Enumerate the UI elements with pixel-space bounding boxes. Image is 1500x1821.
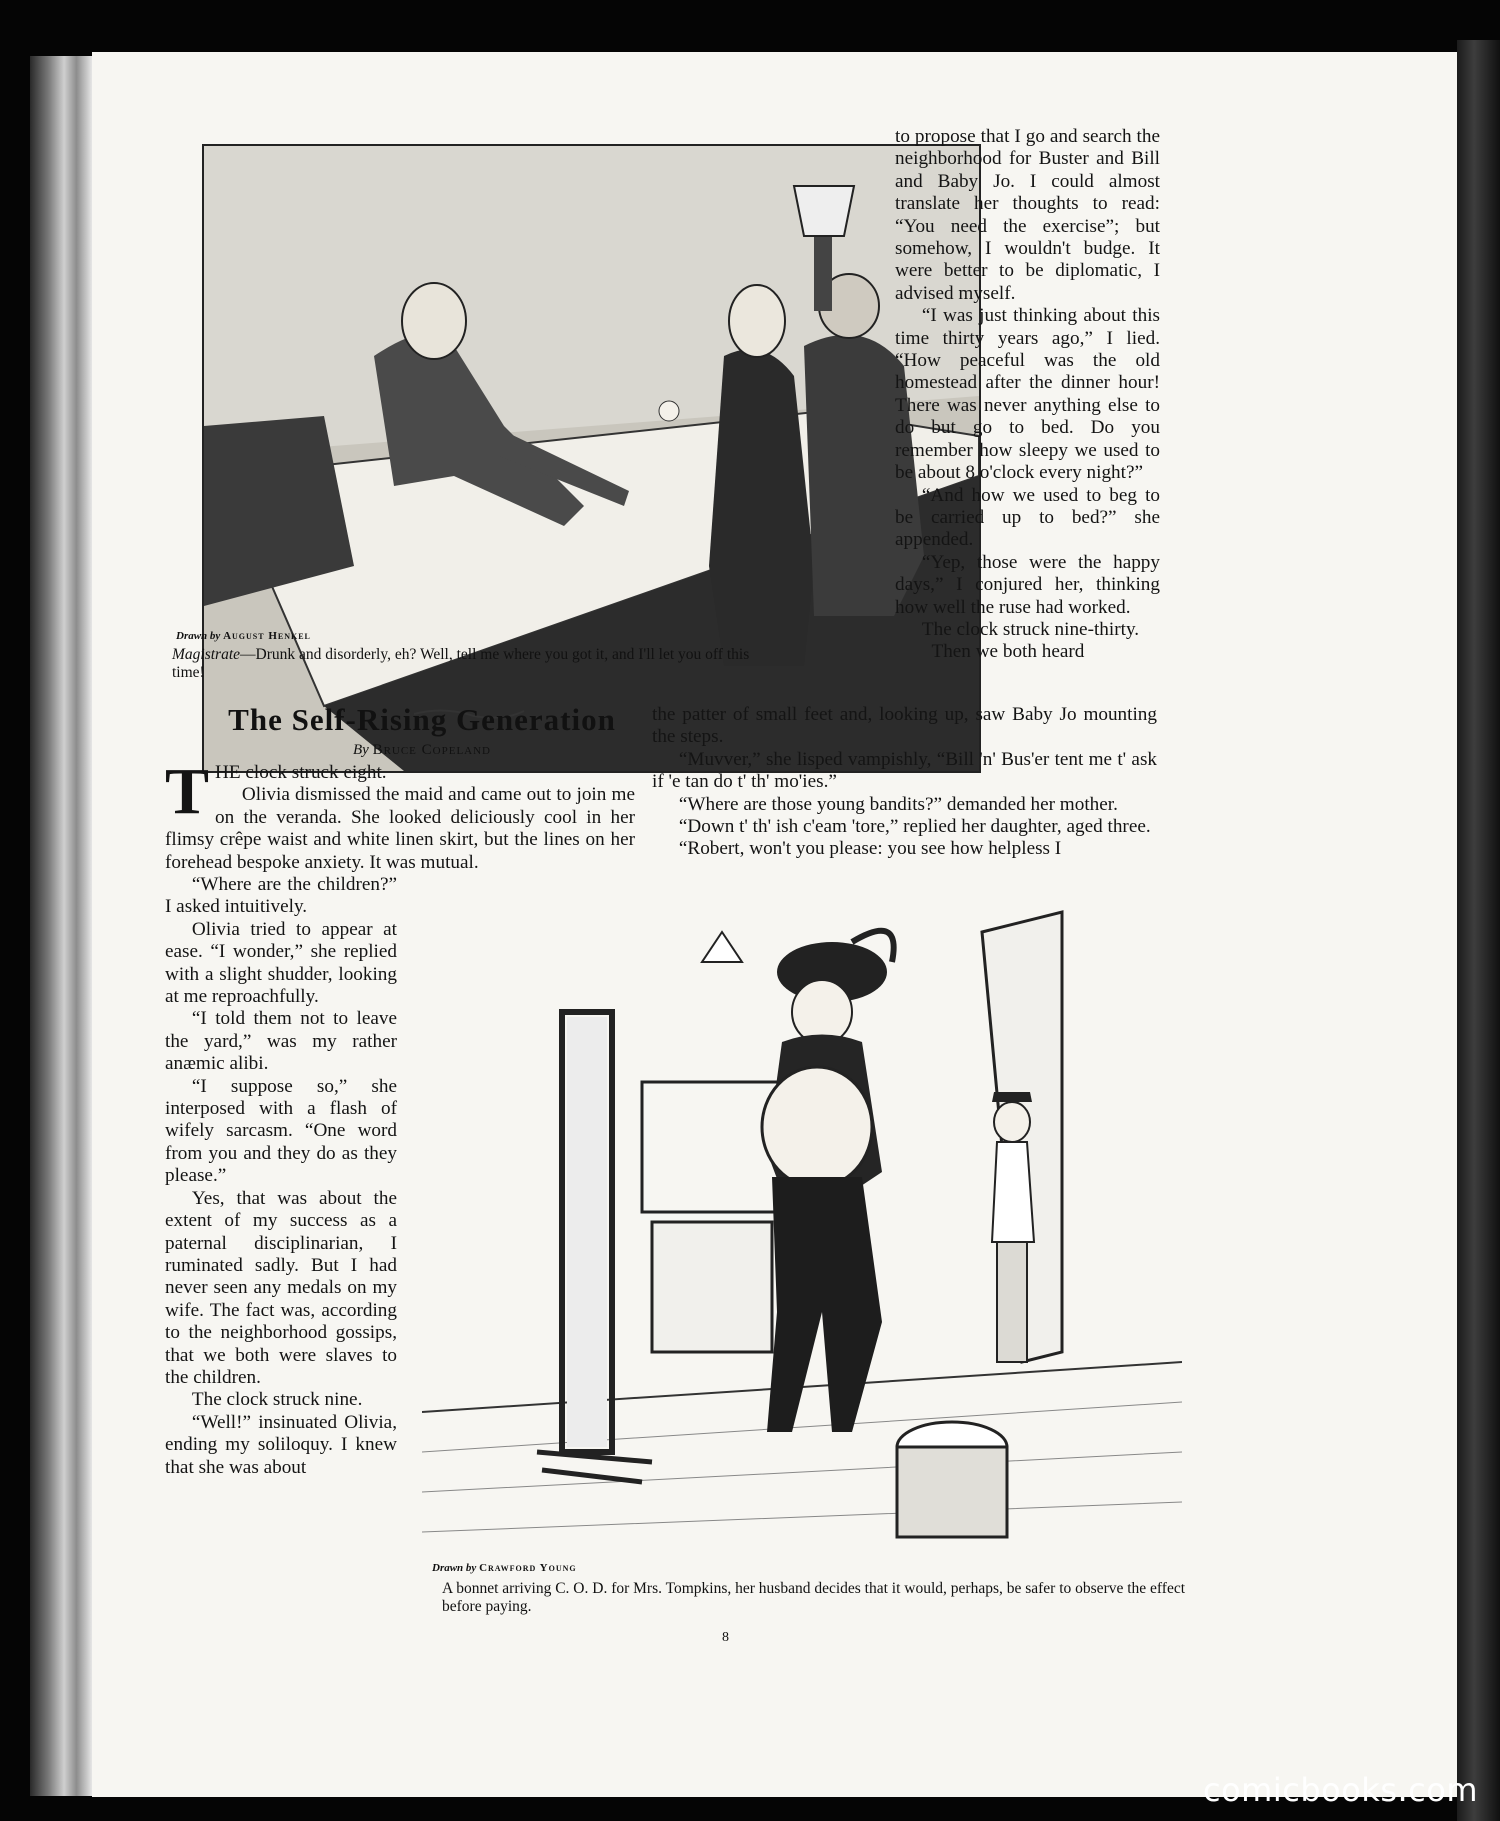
book-binding-edge	[30, 56, 92, 1796]
caption-text: —Drunk and disorderly, eh? Well, tell me where you got it, and I'll let you off this time!	[172, 646, 750, 681]
paragraph: “Robert, won't you please: you see how helpless I	[678, 838, 1062, 860]
paragraph: “Where are those young bandits?” demanded her mother.	[678, 793, 1118, 815]
article-column-left-wide	[165, 755, 635, 874]
article-title: The Self-Rising Generation	[228, 702, 616, 737]
paragraph: “Down t' th' ish c'eam 'tore,” replied her daughter, aged three.	[678, 816, 1151, 838]
paragraph: “I was just thinking about this time thirty years ago,” I lied. “How peaceful was the old homestead after the dinner hour! There was never anything else to do but go to bed. Do you remember how sleepy we used to be about 8 o'clock every night?”	[895, 305, 1160, 484]
paragraph: “Yep, those were the happy days,” I conjured her, thinking how well the ruse had worked.	[895, 551, 1160, 618]
paragraph: “Where are the children?” I asked intuitively.	[165, 874, 397, 918]
article-byline: By Bruce Copeland	[352, 742, 491, 758]
paragraph: “Well!” insinuated Olivia, ending my soliloquy. I knew that she was about	[165, 1411, 397, 1478]
bottom-illustration-credit: Drawn by Crawford Young	[432, 1562, 577, 1574]
paragraph: “I suppose so,” she interposed with a flash of wifely sarcasm. “One word from you and they do as they please.”	[165, 1075, 397, 1187]
next-page-edge	[1457, 40, 1500, 1821]
paragraph: Olivia dismissed the maid and came out to join me on the veranda. She looked deliciously cool in her flimsy crêpe waist and white linen skirt, but the lines on her forehead bespoke anxiety. It was mutual.	[165, 784, 635, 873]
paragraph: “I told them not to leave the yard,” was my rather anæmic alibi.	[165, 1008, 397, 1075]
paragraph: Then we both heard	[931, 641, 1085, 663]
paragraph: “Muvver,” she lisped vampishly, “Bill 'n' Bus'er tent me t' ask if 'e tan do t' th' mo'ies.”	[652, 748, 1157, 793]
top-illustration-credit: Drawn by August Henkel	[176, 630, 311, 642]
site-watermark: comicbooks.com	[1202, 1771, 1478, 1809]
paragraph: Yes, that was about the extent of my success as a paternal disciplinarian, I ruminated sadly. But I had never seen any medals on my wife. The fact was, according to the neighborhood gossips, that we both were slaves to the children.	[165, 1187, 397, 1388]
magazine-page	[92, 52, 1457, 1797]
paragraph: to propose that I go and search the neighborhood for Buster and Bill and Baby Jo. I could almost translate her thoughts to read: “You need the exercise”; but somehow, I wouldn't budge. It were better to be diplomatic, I advised myself.	[895, 126, 1160, 304]
paragraph: The clock struck nine-thirty.	[921, 618, 1140, 640]
paragraph: “And how we used to beg to be carried up to bed?” she appended.	[895, 484, 1160, 551]
article-column-right-top	[895, 126, 1160, 664]
paragraph: HE clock struck eight.	[215, 762, 387, 783]
paragraph: Olivia tried to appear at ease. “I wonder,” she replied with a slight shudder, looking at me reproachfully.	[165, 918, 397, 1008]
drop-cap: T	[165, 755, 210, 828]
top-illustration-caption	[172, 646, 782, 682]
paragraph: The clock struck nine.	[191, 1389, 363, 1411]
bonnet-illustration	[422, 892, 1182, 1572]
page-number: 8	[722, 1630, 729, 1645]
bottom-illustration-caption: A bonnet arriving C. O. D. for Mrs. Tompkins, her husband decides that it would, perhaps, be safer to observe the effect before paying.	[442, 1580, 1186, 1615]
article-column-right-mid	[652, 704, 1157, 861]
caption-speaker: Magistrate	[172, 646, 241, 663]
paragraph: the patter of small feet and, looking up, saw Baby Jo mounting the steps.	[652, 704, 1157, 748]
article-column-left-narrow	[165, 874, 397, 1479]
